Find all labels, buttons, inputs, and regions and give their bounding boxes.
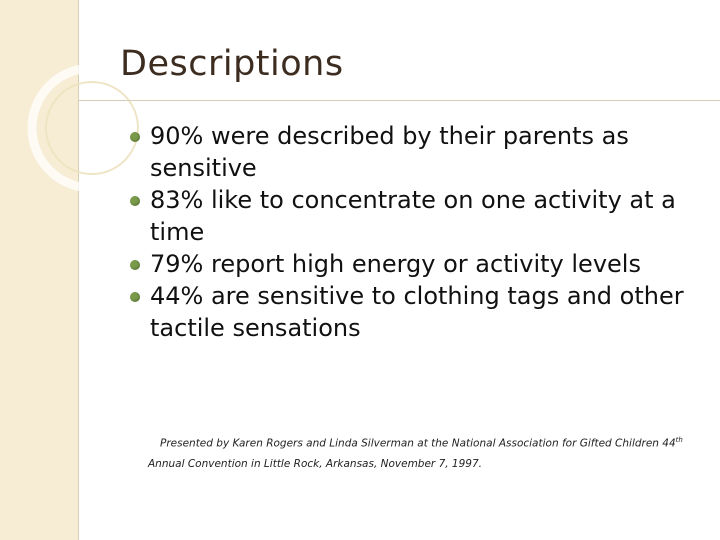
- bullet-text: 83% like to concentrate on one activity at a time: [150, 186, 676, 246]
- citation-line-2: Annual Convention in Little Rock, Arkansas, November 7, 1997.: [148, 457, 482, 470]
- bullet-dot-icon: [130, 292, 140, 302]
- bullet-text: 79% report high energy or activity levels: [150, 250, 641, 278]
- decorative-ring-inner: [46, 82, 138, 174]
- bullet-text: 44% are sensitive to clothing tags and other tactile sensations: [150, 282, 684, 342]
- citation-line-1-text: Presented by Karen Rogers and Linda Silverman at the National Association for Gifted Children 44: [160, 437, 676, 450]
- bullet-item: [130, 280, 710, 344]
- citation-line-1: [148, 430, 708, 454]
- bullet-dot-icon: [130, 260, 140, 270]
- title-divider: [78, 100, 720, 101]
- bullet-text: 90% were described by their parents as sensitive: [150, 122, 629, 182]
- bullet-item: [130, 248, 710, 280]
- bullet-dot-icon: [130, 196, 140, 206]
- bullet-list: [130, 120, 710, 344]
- citation-ordinal-suffix: th: [675, 436, 683, 444]
- bullet-item: [130, 120, 710, 184]
- bullet-item: [130, 184, 710, 248]
- citation-note: [148, 430, 708, 474]
- slide-title: Descriptions: [120, 44, 344, 84]
- bullet-dot-icon: [130, 132, 140, 142]
